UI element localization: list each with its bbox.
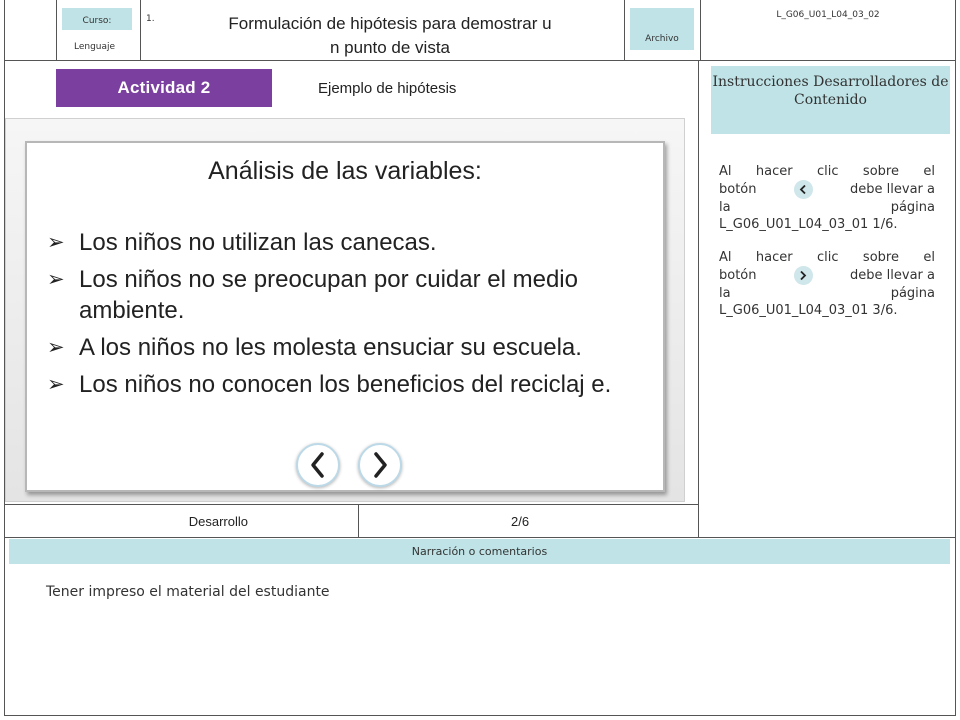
next-slide-button[interactable] — [358, 443, 402, 487]
target-page: L_G06_U01_L04_03_01 3/6. — [719, 303, 898, 318]
word: página — [890, 200, 935, 215]
list-item — [47, 332, 652, 363]
document-title-line-1: Formulación de hipótesis para demostrar u — [228, 14, 552, 33]
word: página — [890, 286, 935, 301]
word: botón — [719, 182, 757, 197]
archivo-tag — [630, 8, 694, 50]
next-mini-button-icon — [794, 266, 813, 285]
document-title — [180, 12, 600, 60]
instructions-divider — [698, 60, 699, 538]
word: el — [923, 250, 935, 265]
list-item-text: A los niños no les molesta ensuciar su escuela. — [79, 334, 582, 361]
stage-name: Desarrollo — [188, 513, 248, 529]
frame-right-border — [955, 0, 956, 716]
frame-bottom-border — [4, 715, 956, 716]
archivo-label: Archivo — [645, 34, 679, 44]
word: botón — [719, 268, 757, 283]
arrow-bullet-icon: ➢ — [47, 268, 65, 291]
subject-label: Lenguaje — [74, 42, 116, 52]
instruction-prev — [719, 163, 935, 233]
arrow-bullet-icon: ➢ — [47, 231, 65, 254]
curso-label: Curso: — [82, 16, 112, 26]
word: hacer — [755, 164, 793, 179]
header-col-line — [624, 0, 625, 60]
variable-list — [47, 227, 652, 406]
word: sobre — [862, 250, 899, 265]
list-item-text: Los niños no se preocupan por cuidar el medio ambiente. — [79, 266, 578, 324]
header-divider — [4, 60, 956, 61]
word: la — [719, 200, 731, 215]
page-indicator: 2/6 — [511, 513, 530, 529]
list-item-text: Los niños no conocen los beneficios del reciclaj e. — [79, 371, 612, 398]
chevron-left-icon — [308, 451, 328, 479]
word: clic — [817, 164, 839, 179]
list-item-text: Los niños no utilizan las canecas. — [79, 229, 437, 256]
prev-mini-button-icon — [794, 180, 813, 199]
list-item — [47, 264, 652, 326]
instructions-title: Instrucciones Desarrolladores de Contenido — [711, 66, 950, 134]
arrow-bullet-icon: ➢ — [47, 373, 65, 396]
header-col-line — [56, 0, 57, 60]
activity-badge: Actividad 2 — [56, 69, 272, 107]
slide-heading: Análisis de las variables: — [208, 157, 482, 185]
word: sobre — [862, 164, 899, 179]
word: debe llevar a — [850, 182, 935, 197]
item-number: 1. — [146, 14, 155, 24]
list-item — [47, 369, 652, 400]
target-page: L_G06_U01_L04_03_01 1/6. — [719, 217, 898, 232]
file-code: L_G06_U01_L04_03_02 — [776, 10, 880, 20]
narration-header: Narración o comentarios — [9, 539, 950, 564]
list-item — [47, 227, 652, 258]
activity-subtitle: Ejemplo de hipótesis — [318, 80, 457, 97]
header-col-line — [700, 0, 701, 60]
word: clic — [817, 250, 839, 265]
word: el — [923, 164, 935, 179]
slide-panel — [25, 141, 665, 492]
prev-slide-button[interactable] — [296, 443, 340, 487]
chevron-right-icon — [370, 451, 390, 479]
word: Al — [719, 250, 732, 265]
curso-tag — [62, 8, 132, 30]
narration-divider — [4, 537, 956, 538]
word: debe llevar a — [850, 268, 935, 283]
word: hacer — [755, 250, 793, 265]
document-title-line-2: n punto de vista — [329, 38, 451, 57]
header-col-line — [140, 0, 141, 60]
instruction-next — [719, 249, 935, 319]
word: Al — [719, 164, 732, 179]
word: la — [719, 286, 731, 301]
narration-text: Tener impreso el material del estudiante — [46, 584, 330, 600]
arrow-bullet-icon: ➢ — [47, 336, 65, 359]
